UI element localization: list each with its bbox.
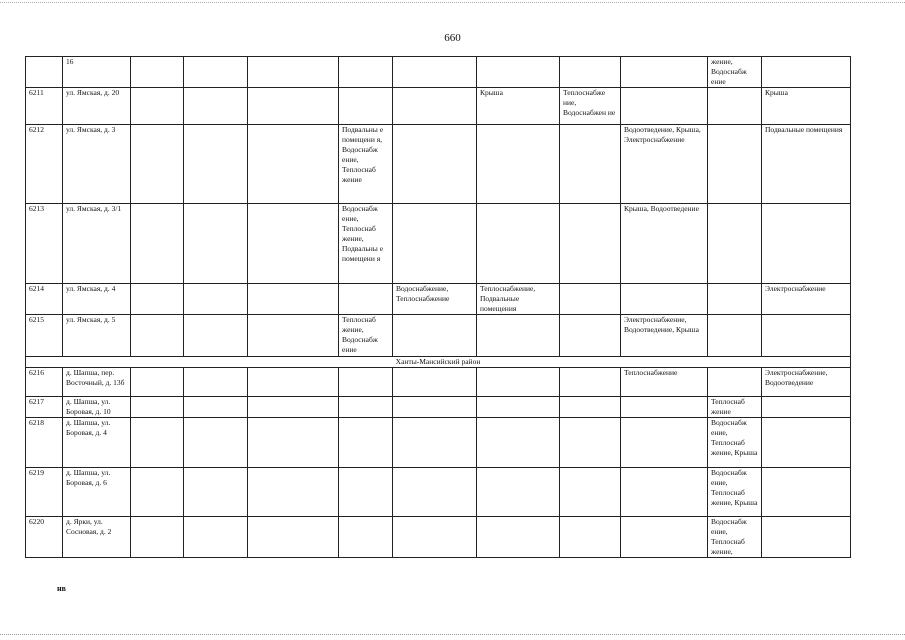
cell: [248, 397, 339, 418]
cell-id: 6220: [26, 517, 63, 558]
cell: [248, 57, 339, 88]
cell: [477, 57, 560, 88]
scan-edge-top: [0, 2, 905, 3]
cell: Крыша: [477, 88, 560, 125]
cell: [131, 397, 184, 418]
table-row: [26, 368, 851, 397]
cell: [339, 468, 393, 517]
cell: [339, 88, 393, 125]
cell: [131, 368, 184, 397]
cell: [393, 88, 477, 125]
cell-address: д. Шапша, ул. Боровая, д. 4: [63, 418, 131, 468]
table-row: [26, 517, 851, 558]
cell: [560, 315, 621, 357]
cell: [621, 468, 708, 517]
cell: Водоснабж ение, Теплоснаб жение, Крыша: [708, 418, 762, 468]
cell: [131, 315, 184, 357]
cell: Теплоснаб жение: [708, 397, 762, 418]
cell: [248, 125, 339, 204]
cell: Подвальны е помещени я, Водоснабж ение, Теплоснаб жение: [339, 125, 393, 204]
cell: [621, 418, 708, 468]
cell-id: 6211: [26, 88, 63, 125]
cell: [184, 368, 248, 397]
cell: [708, 284, 762, 315]
cell: [560, 125, 621, 204]
cell: [708, 88, 762, 125]
cell-id: 6215: [26, 315, 63, 357]
cell: [339, 418, 393, 468]
cell: Теплоснабжение: [621, 368, 708, 397]
cell: Подвальные помещения: [762, 125, 851, 204]
cell-id: 6217: [26, 397, 63, 418]
cell: [184, 88, 248, 125]
cell: [184, 397, 248, 418]
cell: [131, 57, 184, 88]
cell: [762, 468, 851, 517]
cell: [393, 397, 477, 418]
table-row: [26, 284, 851, 315]
cell: [477, 368, 560, 397]
cell: [248, 368, 339, 397]
footer-initials: нв: [57, 584, 66, 593]
cell: [184, 517, 248, 558]
cell: Водоснабж ение, Теплоснаб жение, Подвальны е помещени я: [339, 204, 393, 284]
cell: [131, 284, 184, 315]
cell: [339, 284, 393, 315]
cell: [560, 204, 621, 284]
cell: [131, 468, 184, 517]
cell: [708, 315, 762, 357]
page-number: 660: [444, 32, 461, 44]
cell: [248, 284, 339, 315]
cell: жение, Водоснабж ение: [708, 57, 762, 88]
cell: [248, 204, 339, 284]
cell: Электроснабжение, Водоотведение: [762, 368, 851, 397]
cell: [248, 88, 339, 125]
cell: [184, 125, 248, 204]
section-header-row: [26, 357, 851, 368]
cell: [762, 397, 851, 418]
cell: [708, 204, 762, 284]
cell: [621, 88, 708, 125]
cell: [393, 468, 477, 517]
cell: [762, 57, 851, 88]
cell: Водоотведение, Крыша, Электроснабжение: [621, 125, 708, 204]
repair-schedule-table: [25, 56, 851, 558]
cell-address: д. Шапша, ул. Боровая, д. 10: [63, 397, 131, 418]
cell: [248, 418, 339, 468]
cell: Крыша: [762, 88, 851, 125]
cell: Электроснабжение: [762, 284, 851, 315]
cell: [248, 315, 339, 357]
cell: [621, 284, 708, 315]
table-row: [26, 57, 851, 88]
cell: [762, 517, 851, 558]
cell: [393, 517, 477, 558]
cell: [248, 517, 339, 558]
section-header: Ханты-Мансийский район: [26, 357, 851, 368]
cell: [762, 315, 851, 357]
cell: [762, 418, 851, 468]
cell: Электроснабжение, Водоотведение, Крыша: [621, 315, 708, 357]
cell: [184, 204, 248, 284]
cell: [393, 125, 477, 204]
cell: [477, 517, 560, 558]
cell: [762, 204, 851, 284]
cell: [621, 517, 708, 558]
table-row: [26, 315, 851, 357]
table-row: [26, 125, 851, 204]
cell: [184, 418, 248, 468]
cell-address: ул. Ямская, д. 5: [63, 315, 131, 357]
cell: [477, 204, 560, 284]
cell: [131, 517, 184, 558]
cell: [560, 517, 621, 558]
cell-id: [26, 57, 63, 88]
cell: [339, 397, 393, 418]
cell-address: ул. Ямская, д. 20: [63, 88, 131, 125]
cell-id: 6214: [26, 284, 63, 315]
cell: [131, 88, 184, 125]
table-row: [26, 397, 851, 418]
table-row: [26, 204, 851, 284]
cell: [477, 125, 560, 204]
cell: [393, 315, 477, 357]
cell: [560, 368, 621, 397]
cell-address: ул. Ямская, д. 3/1: [63, 204, 131, 284]
cell-address: д. Шапша, ул. Боровая, д. 6: [63, 468, 131, 517]
cell: [477, 418, 560, 468]
cell: [131, 418, 184, 468]
cell-address: д. Ярки, ул. Сосновая, д. 2: [63, 517, 131, 558]
cell: [393, 204, 477, 284]
cell: [477, 468, 560, 517]
cell-id: 6212: [26, 125, 63, 204]
cell: Водоснабж ение, Теплоснаб жение,: [708, 517, 762, 558]
table-row: [26, 88, 851, 125]
cell: [339, 517, 393, 558]
cell: Теплоснабже ние, Водоснабжен ие: [560, 88, 621, 125]
cell: [131, 204, 184, 284]
cell: [708, 368, 762, 397]
cell: [477, 315, 560, 357]
cell: [393, 57, 477, 88]
scan-edge-bottom: [0, 634, 905, 635]
cell: [184, 284, 248, 315]
cell: [708, 125, 762, 204]
cell: [339, 57, 393, 88]
cell-address: д. Шапша, пер. Восточный, д. 13б: [63, 368, 131, 397]
cell: [339, 368, 393, 397]
cell: [184, 468, 248, 517]
cell: [621, 397, 708, 418]
cell: Крыша, Водоотведение: [621, 204, 708, 284]
cell-address: 16: [63, 57, 131, 88]
cell: [131, 125, 184, 204]
cell-id: 6216: [26, 368, 63, 397]
cell: [393, 418, 477, 468]
cell-address: ул. Ямская, д. 4: [63, 284, 131, 315]
cell-id: 6219: [26, 468, 63, 517]
cell: [560, 397, 621, 418]
cell-address: ул. Ямская, д. 3: [63, 125, 131, 204]
cell: [393, 368, 477, 397]
cell: [560, 418, 621, 468]
cell: [248, 468, 339, 517]
cell: [184, 57, 248, 88]
cell: Водоснабж ение, Теплоснаб жение, Крыша: [708, 468, 762, 517]
cell-id: 6218: [26, 418, 63, 468]
cell: [560, 284, 621, 315]
cell: Теплоснабжение, Подвальные помещения: [477, 284, 560, 315]
cell: Водоснабжение, Теплоснабжение: [393, 284, 477, 315]
cell: [184, 315, 248, 357]
table-row: [26, 468, 851, 517]
cell: [477, 397, 560, 418]
cell: Теплоснаб жение, Водоснабж ение: [339, 315, 393, 357]
table-row: [26, 418, 851, 468]
cell: [621, 57, 708, 88]
cell: [560, 57, 621, 88]
cell-id: 6213: [26, 204, 63, 284]
cell: [560, 468, 621, 517]
